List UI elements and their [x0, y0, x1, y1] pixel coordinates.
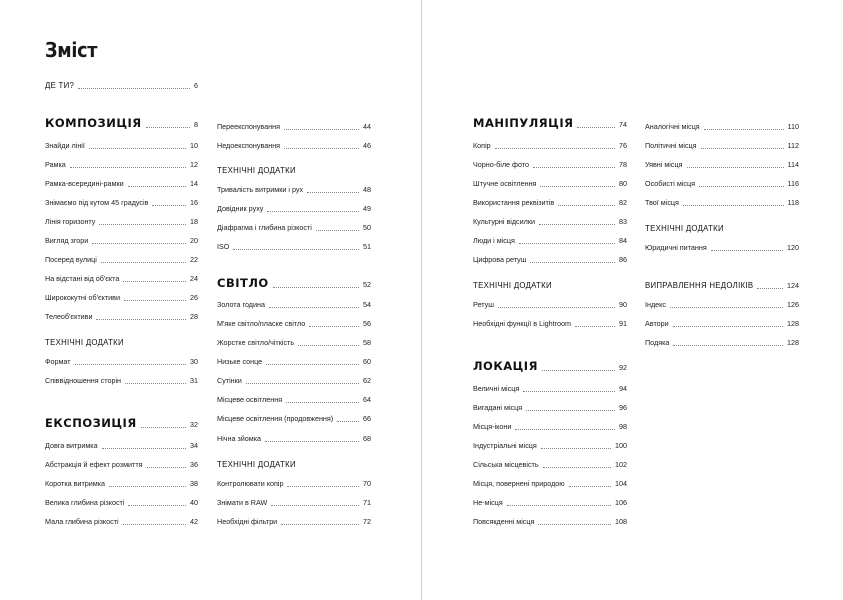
toc-entry: [45, 513, 198, 527]
toc-entry: [45, 437, 198, 451]
toc-entry: [473, 380, 627, 394]
dot-leader: [271, 505, 359, 506]
dot-leader: [670, 307, 783, 308]
toc-subheading: [217, 456, 371, 470]
toc-page-number: 56: [363, 319, 371, 328]
toc-entry-title: Юридичні питання: [645, 243, 707, 252]
dot-leader: [316, 230, 359, 231]
toc-page-number: 83: [619, 217, 627, 226]
dot-leader: [273, 287, 359, 288]
toc-entry-title: Люди і місця: [473, 236, 515, 245]
toc-entry-title: Нічна зйомка: [217, 434, 262, 443]
toc-entry: [473, 418, 627, 432]
toc-entry-title: Співвідношення сторін: [45, 376, 122, 385]
toc-page-number: 12: [190, 160, 198, 169]
toc-page-number: 40: [190, 498, 198, 507]
toc-entry-title: ДЕ ТИ?: [45, 81, 75, 90]
dot-leader: [102, 448, 186, 449]
toc-page-number: 128: [787, 338, 799, 347]
toc-entry-title: Жорстке світло/чіткість: [217, 338, 295, 347]
toc-page-number: 52: [363, 280, 371, 289]
dot-leader: [246, 383, 359, 384]
toc-entry: [473, 213, 627, 227]
toc-entry: [217, 219, 371, 233]
toc-entry-title: Лінія горизонту: [45, 217, 96, 226]
toc-page-number: 48: [363, 185, 371, 194]
dot-leader: [287, 486, 359, 487]
contents-title: Зміст: [45, 38, 98, 62]
toc-entry: [645, 315, 799, 329]
toc-section: [217, 276, 371, 290]
toc-entry-title: Знайди лінії: [45, 141, 85, 150]
toc-page-number: 86: [619, 255, 627, 264]
toc-page-number: 92: [619, 363, 627, 372]
toc-page-number: 126: [787, 300, 799, 309]
toc-entry: [217, 200, 371, 214]
toc-entry-title: Місця-ікони: [473, 422, 512, 431]
toc-entry-title: Знімаємо під кутом 45 градусів: [45, 198, 149, 207]
toc-entry-title: Рамка-всередині-рамки: [45, 179, 124, 188]
dot-leader: [701, 148, 784, 149]
toc-page-number: 120: [787, 243, 799, 252]
toc-page-number: 62: [363, 376, 371, 385]
toc-entry: [217, 410, 371, 424]
toc-page-number: 31: [190, 376, 198, 385]
toc-entry: [217, 372, 371, 386]
toc-entry: [473, 437, 627, 451]
toc-page-number: 20: [190, 236, 198, 245]
dot-leader: [123, 524, 186, 525]
toc-entry-title: Чорно-біле фото: [473, 160, 530, 169]
toc-page-number: 100: [615, 441, 627, 450]
toc-entry: [473, 137, 627, 151]
toc-entry: [45, 456, 198, 470]
toc-page-number: 96: [619, 403, 627, 412]
toc-page-number: 102: [615, 460, 627, 469]
toc-entry-title: Посеред вулиці: [45, 255, 97, 264]
toc-subheading: [45, 334, 198, 348]
toc-page-number: 60: [363, 357, 371, 366]
toc-entry: [217, 238, 371, 252]
toc-column-1: [45, 0, 198, 600]
toc-entry: [217, 353, 371, 367]
dot-leader: [558, 205, 615, 206]
toc-entry: [473, 296, 627, 310]
toc-page-number: 118: [787, 198, 799, 207]
toc-entry-title: Індекс: [645, 300, 666, 309]
toc-entry-title: Політичні місця: [645, 141, 697, 150]
toc-page-number: 76: [619, 141, 627, 150]
dot-leader: [541, 448, 611, 449]
toc-page-number: 64: [363, 395, 371, 404]
toc-entry: [473, 156, 627, 170]
dot-leader: [539, 224, 615, 225]
toc-entry-title: Золота година: [217, 300, 265, 309]
toc-entry: [45, 213, 198, 227]
toc-page-number: 6: [194, 81, 198, 90]
dot-leader: [101, 262, 186, 263]
dot-leader: [515, 429, 615, 430]
toc-page-number: 91: [619, 319, 627, 328]
toc-entry-title: ЛОКАЦІЯ: [473, 359, 538, 373]
dot-leader: [75, 364, 186, 365]
dot-leader: [673, 345, 783, 346]
dot-leader: [519, 243, 615, 244]
toc-page-number: 106: [615, 498, 627, 507]
toc-entry: [645, 194, 799, 208]
toc-entry-title: Довга витримка: [45, 441, 98, 450]
toc-entry: [45, 156, 198, 170]
toc-entry: [473, 251, 627, 265]
toc-entry-title: Уявні місця: [645, 160, 683, 169]
toc-entry-title: Діафрагма і глибина різкості: [217, 223, 312, 232]
toc-entry-title: Місцеве освітлення: [217, 395, 283, 404]
toc-entry: [45, 137, 198, 151]
toc-entry-title: Культурні відсилки: [473, 217, 536, 226]
dot-leader: [526, 410, 615, 411]
dot-leader: [146, 127, 190, 128]
dot-leader: [281, 524, 359, 525]
toc-page-number: 82: [619, 198, 627, 207]
toc-entry-title: ТЕХНІЧНІ ДОДАТКИ: [217, 166, 296, 175]
toc-page-number: 30: [190, 357, 198, 366]
toc-entry-title: Необхідні фільтри: [217, 517, 278, 526]
toc-entry: [217, 296, 371, 310]
toc-column-2: [217, 0, 371, 600]
dot-leader: [577, 127, 615, 128]
dot-leader: [128, 186, 186, 187]
dot-leader: [125, 383, 186, 384]
dot-leader: [542, 370, 615, 371]
dot-leader: [309, 326, 359, 327]
toc-section: [45, 416, 198, 430]
dot-leader: [540, 186, 615, 187]
dot-leader: [152, 205, 186, 206]
toc-entry-title: М'яке світло/пласке світло: [217, 319, 306, 328]
dot-leader: [266, 364, 359, 365]
dot-leader: [109, 486, 186, 487]
dot-leader: [70, 167, 186, 168]
dot-leader: [530, 262, 615, 263]
toc-entry: [645, 334, 799, 348]
toc-entry-title: ТЕХНІЧНІ ДОДАТКИ: [217, 460, 296, 469]
toc-entry: [473, 513, 627, 527]
toc-entry: [473, 475, 627, 489]
toc-entry-title: Копір: [473, 141, 491, 150]
toc-entry-title: Штучне освітлення: [473, 179, 537, 188]
dot-leader: [543, 467, 611, 468]
toc-entry: [473, 494, 627, 508]
toc-page-number: 10: [190, 141, 198, 150]
toc-entry-title: Недоекспонування: [217, 141, 281, 150]
dot-leader: [284, 148, 359, 149]
toc-page-number: 26: [190, 293, 198, 302]
toc-subheading: [473, 277, 627, 291]
dot-leader: [269, 307, 359, 308]
toc-page-number: 90: [619, 300, 627, 309]
toc-page-number: 42: [190, 517, 198, 526]
toc-entry-title: Використання реквізитів: [473, 198, 555, 207]
toc-page-number: 80: [619, 179, 627, 188]
toc-page-number: 112: [787, 141, 799, 150]
right-page: [422, 0, 843, 600]
toc-entry-title: Коротка витримка: [45, 479, 105, 488]
dot-leader: [699, 186, 784, 187]
toc-page-number: 8: [194, 120, 198, 129]
toc-entry-title: Рамка: [45, 160, 66, 169]
toc-page-number: 22: [190, 255, 198, 264]
toc-page-number: 128: [787, 319, 799, 328]
toc-page-number: 14: [190, 179, 198, 188]
left-page: [0, 0, 421, 600]
dot-leader: [704, 129, 784, 130]
toc-entry-title: Необхідні функції в Lightroom: [473, 319, 572, 328]
toc-entry-title: КОМПОЗИЦІЯ: [45, 116, 142, 130]
toc-entry: [217, 430, 371, 444]
toc-entry-title: Контролювати копір: [217, 479, 284, 488]
toc-entry-title: Довідник руху: [217, 204, 264, 213]
toc-page-number: 24: [190, 274, 198, 283]
dot-leader: [128, 505, 186, 506]
dot-leader: [96, 319, 186, 320]
toc-entry-title: Вигляд згори: [45, 236, 89, 245]
toc-entry: [45, 372, 198, 386]
toc-page-number: 84: [619, 236, 627, 245]
toc-subheading: [645, 220, 799, 234]
dot-leader: [92, 243, 186, 244]
toc-column-3: [473, 0, 627, 600]
toc-entry-title: Автори: [645, 319, 669, 328]
toc-page-number: 50: [363, 223, 371, 232]
dot-leader: [711, 250, 783, 251]
toc-entry-title: Велика глибина різкості: [45, 498, 125, 507]
toc-entry-title: Низьке сонце: [217, 357, 263, 366]
toc-entry: [645, 137, 799, 151]
toc-entry-title: Місця, повернені природою: [473, 479, 565, 488]
dot-leader: [533, 167, 615, 168]
dot-leader: [673, 326, 783, 327]
dot-leader: [265, 441, 359, 442]
toc-page-number: 72: [363, 517, 371, 526]
toc-page-number: 70: [363, 479, 371, 488]
toc-entry: [45, 308, 198, 322]
toc-entry-title: Ретуш: [473, 300, 494, 309]
toc-entry: [217, 118, 371, 132]
toc-page-number: 114: [787, 160, 799, 169]
toc-entry: [473, 315, 627, 329]
toc-page-number: 34: [190, 441, 198, 450]
toc-page-number: 16: [190, 198, 198, 207]
toc-entry: [645, 175, 799, 189]
dot-leader: [575, 326, 615, 327]
toc-entry: [45, 475, 198, 489]
dot-leader: [683, 205, 784, 206]
toc-subheading: [645, 277, 799, 291]
toc-entry-title: Місцеве освітлення (продовження): [217, 414, 334, 423]
toc-page-number: 98: [619, 422, 627, 431]
toc-page-number: 104: [615, 479, 627, 488]
toc-entry: [645, 156, 799, 170]
toc-entry-title: Твої місця: [645, 198, 679, 207]
toc-entry: [645, 239, 799, 253]
toc-entry: [473, 175, 627, 189]
toc-entry: [45, 232, 198, 246]
toc-page-number: 54: [363, 300, 371, 309]
dot-leader: [286, 402, 359, 403]
toc-entry: [45, 289, 198, 303]
toc-entry: [217, 315, 371, 329]
dot-leader: [141, 427, 186, 428]
toc-entry-title: Повсякденні місця: [473, 517, 535, 526]
toc-entry: [45, 175, 198, 189]
dot-leader: [495, 148, 615, 149]
toc-entry-title: Особисті місця: [645, 179, 696, 188]
toc-page-number: 46: [363, 141, 371, 150]
dot-leader: [233, 249, 359, 250]
dot-leader: [99, 224, 186, 225]
toc-page-number: 66: [363, 414, 371, 423]
toc-page-number: 51: [363, 242, 371, 251]
toc-entry-title: Не-місця: [473, 498, 503, 507]
toc-entry: [217, 334, 371, 348]
dot-leader: [569, 486, 611, 487]
toc-entry: [645, 118, 799, 132]
toc-entry: [217, 513, 371, 527]
toc-entry-title: ТЕХНІЧНІ ДОДАТКИ: [645, 224, 724, 233]
toc-entry: [217, 181, 371, 195]
toc-page-number: 71: [363, 498, 371, 507]
toc-page-number: 36: [190, 460, 198, 469]
toc-page-number: 78: [619, 160, 627, 169]
dot-leader: [267, 211, 359, 212]
toc-entry-title: МАНІПУЛЯЦІЯ: [473, 116, 574, 130]
toc-entry: [217, 494, 371, 508]
toc-page-number: 38: [190, 479, 198, 488]
dot-leader: [284, 129, 359, 130]
toc-entry-title: Формат: [45, 357, 71, 366]
toc-entry-title: Аналогічні місця: [645, 122, 700, 131]
toc-entry: [473, 456, 627, 470]
toc-entry: [45, 270, 198, 284]
dot-leader: [123, 281, 186, 282]
toc-entry-title: ЕКСПОЗИЦІЯ: [45, 416, 137, 430]
toc-page-number: 32: [190, 420, 198, 429]
toc-page-number: 94: [619, 384, 627, 393]
toc-entry-title: Мала глибина різкості: [45, 517, 119, 526]
toc-entry-title: Індустріальні місця: [473, 441, 537, 450]
dot-leader: [337, 421, 359, 422]
toc-entry-title: Абстракція й ефект розмиття: [45, 460, 143, 469]
toc-page-number: 74: [619, 120, 627, 129]
dot-leader: [89, 148, 186, 149]
dot-leader: [523, 391, 615, 392]
toc-section: [473, 359, 627, 373]
toc-entry: [217, 475, 371, 489]
toc-section: [45, 116, 198, 130]
dot-leader: [147, 467, 186, 468]
toc-page-number: 28: [190, 312, 198, 321]
toc-entry: [217, 137, 371, 151]
toc-page-number: 68: [363, 434, 371, 443]
toc-entry-title: Подяка: [645, 338, 670, 347]
toc-entry-title: На відстані від об'єкта: [45, 274, 120, 283]
toc-entry-title: Телеоб'єктиви: [45, 312, 93, 321]
toc-page-number: 18: [190, 217, 198, 226]
toc-entry-title: Величні місця: [473, 384, 520, 393]
toc-entry-title: ТЕХНІЧНІ ДОДАТКИ: [45, 338, 124, 347]
toc-entry-title: Сутінки: [217, 376, 242, 385]
toc-entry-title: СВІТЛО: [217, 276, 269, 290]
dot-leader: [498, 307, 615, 308]
toc-entry-title: Тривалість витримки і рух: [217, 185, 304, 194]
toc-entry-title: ТЕХНІЧНІ ДОДАТКИ: [473, 281, 552, 290]
toc-section: [473, 116, 627, 130]
toc-entry: [45, 194, 198, 208]
toc-entry: [473, 232, 627, 246]
toc-page-number: 58: [363, 338, 371, 347]
toc-entry: [645, 296, 799, 310]
toc-page-number: 49: [363, 204, 371, 213]
toc-entry-title: Ширококутні об'єктиви: [45, 293, 121, 302]
dot-leader: [687, 167, 784, 168]
toc-entry: [473, 194, 627, 208]
toc-entry: [473, 399, 627, 413]
dot-leader: [538, 524, 611, 525]
toc-page-number: 44: [363, 122, 371, 131]
toc-entry-title: Цифрова ретуш: [473, 255, 527, 264]
toc-entry-title: ВИПРАВЛЕННЯ НЕДОЛІКІВ: [645, 281, 754, 290]
toc-page-number: 110: [787, 122, 799, 131]
toc-entry-title: ISO: [217, 242, 230, 251]
toc-entry: [217, 391, 371, 405]
toc-entry-title: Переекспонування: [217, 122, 280, 131]
dot-leader: [307, 192, 359, 193]
toc-entry-title: Знімати в RAW: [217, 498, 268, 507]
toc-page-number: 108: [615, 517, 627, 526]
toc-subheading: [217, 162, 371, 176]
dot-leader: [124, 300, 186, 301]
toc-entry-title: Сільська місцевість: [473, 460, 539, 469]
toc-page-number: 124: [787, 281, 799, 290]
toc-page-number: 116: [787, 179, 799, 188]
toc-column-4: [645, 0, 799, 600]
toc-entry: [45, 494, 198, 508]
toc-entry-title: Вигадані місця: [473, 403, 523, 412]
toc-entry: [45, 353, 198, 367]
dot-leader: [507, 505, 611, 506]
dot-leader: [757, 288, 783, 289]
dot-leader: [298, 345, 359, 346]
toc-entry: [45, 251, 198, 265]
